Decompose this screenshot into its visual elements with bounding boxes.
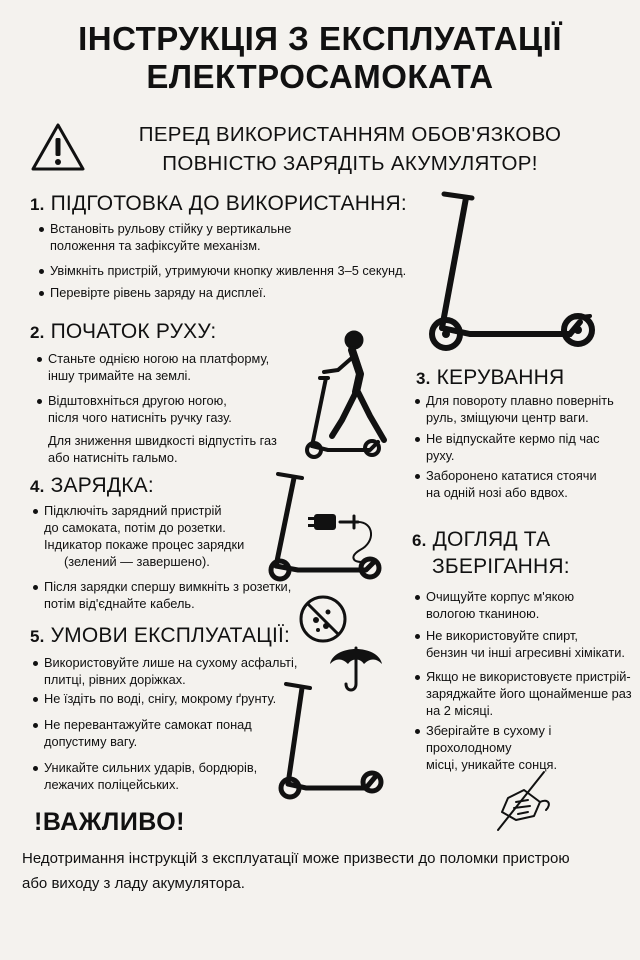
important-note xyxy=(22,846,632,896)
list-item xyxy=(426,392,614,426)
item-line: Уникайте сильних ударів, бордюрів, xyxy=(44,760,258,775)
item-line: допустиму вагу. xyxy=(44,734,138,749)
section-title: УМОВИ ЕКСПЛУАТАЦІЇ: xyxy=(50,624,291,647)
section-number: 5. xyxy=(30,627,45,646)
rider-illustration xyxy=(298,328,408,463)
section-6-heading xyxy=(412,527,570,580)
section-number: 3. xyxy=(416,369,431,388)
scooter-illustration-bottom xyxy=(276,676,388,804)
title-line-2: ЕЛЕКТРОСАМОКАТА xyxy=(146,58,494,95)
note-line: або виходу з ладу акумулятора. xyxy=(22,875,245,892)
section-number: 6. xyxy=(412,531,427,550)
section-title-line-1: ДОГЛЯД ТА xyxy=(432,528,551,551)
item-line: бензин чи інші агресивні хімікати. xyxy=(426,645,625,660)
section-number: 1. xyxy=(30,195,45,214)
item-line: заряджайте його щонайменше раз xyxy=(426,686,632,701)
item-line: або натисніть гальмо. xyxy=(48,450,178,465)
section-3-heading xyxy=(416,366,564,391)
charging-illustration xyxy=(262,466,392,584)
item-line: Увімкніть пристрій, утримуючи кнопку живлення 3–5 секунд. xyxy=(50,263,407,278)
list-item xyxy=(426,627,625,661)
item-line: плитці, рівних доріжках. xyxy=(44,672,186,687)
item-line: потім від'єднайте кабель. xyxy=(44,596,195,611)
item-line: Не використовуйте спирт, xyxy=(426,628,578,643)
item-line: іншу тримайте на землі. xyxy=(48,368,191,383)
item-line: Для повороту плавно поверніть xyxy=(426,393,614,408)
item-line: положення та зафіксуйте механізм. xyxy=(50,238,261,253)
item-line: на 2 місяці. xyxy=(426,703,494,718)
item-line: Відштовхніться другою ногою, xyxy=(48,393,227,408)
item-line: Не перевантажуйте самокат понад xyxy=(44,717,252,732)
section-2-heading xyxy=(30,320,216,345)
item-line: Не відпускайте кермо під час xyxy=(426,431,600,446)
item-line: (зелений — завершено). xyxy=(64,554,210,569)
list-item xyxy=(44,759,257,793)
item-line: руху. xyxy=(426,448,455,463)
section-1-heading xyxy=(30,192,407,217)
item-line: Перевірте рівень заряду на дисплеї. xyxy=(50,285,267,300)
list-item xyxy=(44,578,291,612)
item-line: руль, зміщуючи центр ваги. xyxy=(426,410,589,425)
item-line: до самоката, потім до розетки. xyxy=(44,520,226,535)
item-line: Очищуйте корпус м'якою xyxy=(426,589,575,604)
list-item xyxy=(426,430,600,464)
item-line: Підключіть зарядний пристрій xyxy=(44,503,222,518)
list-item xyxy=(44,502,226,536)
section-title: ЗАРЯДКА: xyxy=(50,474,154,497)
list-item xyxy=(44,654,297,688)
list-item xyxy=(426,668,632,719)
item-line: Індикатор покаже процес зарядки xyxy=(44,537,245,552)
section-4-heading xyxy=(30,474,154,499)
list-item xyxy=(426,467,597,501)
section-title: ПОЧАТОК РУХУ: xyxy=(50,320,217,343)
section-title: ПІДГОТОВКА ДО ВИКОРИСТАННЯ: xyxy=(50,192,407,215)
item-line: вологою тканиною. xyxy=(426,606,540,621)
warning-banner xyxy=(30,120,630,182)
item-line: після чого натисніть ручку газу. xyxy=(48,410,232,425)
title-line-1: ІНСТРУКЦІЯ З ЕКСПЛУАТАЦІЇ xyxy=(78,20,562,57)
list-item xyxy=(426,722,640,773)
list-item xyxy=(50,262,406,279)
cleaning-hand-icon xyxy=(494,768,558,834)
warning-triangle-icon xyxy=(30,122,86,172)
list-item xyxy=(44,690,276,707)
item-line: Після зарядки спершу вимкніть з розетки, xyxy=(44,579,292,594)
item-line: Станьте однією ногою на платформу, xyxy=(48,351,270,366)
list-item xyxy=(50,284,266,301)
item-line: місці, уникайте сонця. xyxy=(426,757,558,772)
item-line: Зберігайте в сухому і прохолодному xyxy=(426,723,552,755)
item-line: Для зниження швидкості відпустіть газ xyxy=(48,433,277,448)
item-line: Використовуйте лише на сухому асфальті, xyxy=(44,655,298,670)
list-item xyxy=(50,220,291,254)
list-item xyxy=(48,392,232,426)
section-5-heading xyxy=(30,624,290,649)
section-title: КЕРУВАННЯ xyxy=(436,366,565,389)
list-item xyxy=(48,432,277,466)
important-label: !ВАЖЛИВО! xyxy=(34,808,185,836)
item-line: Встановіть рульову стійку у вертикальне xyxy=(50,221,292,236)
page-title xyxy=(0,20,640,96)
note-line: Недотримання інструкцій з експлуатації може призвести до поломки пристрою xyxy=(22,850,570,867)
section-title-line-2: ЗБЕРІГАННЯ: xyxy=(432,555,570,578)
item-line: на одній нозі або вдвох. xyxy=(426,485,568,500)
item-line: Не їздіть по воді, снігу, мокрому ґрунту. xyxy=(44,691,277,706)
list-item xyxy=(426,588,574,622)
list-item xyxy=(48,350,269,384)
item-line: Якщо не використовуєте пристрій- xyxy=(426,669,631,684)
scooter-illustration xyxy=(420,188,600,358)
list-item xyxy=(44,716,252,750)
section-number: 4. xyxy=(30,477,45,496)
item-line: лежачих поліцейських. xyxy=(44,777,179,792)
warning-line-1: ПЕРЕД ВИКОРИСТАННЯМ ОБОВ'ЯЗКОВО xyxy=(138,123,562,146)
section-number: 2. xyxy=(30,323,45,342)
item-line: Заборонено кататися стоячи xyxy=(426,468,597,483)
warning-line-2: ПОВНІСТЮ ЗАРЯДІТЬ АКУМУЛЯТОР! xyxy=(162,152,538,175)
list-item xyxy=(44,536,244,570)
